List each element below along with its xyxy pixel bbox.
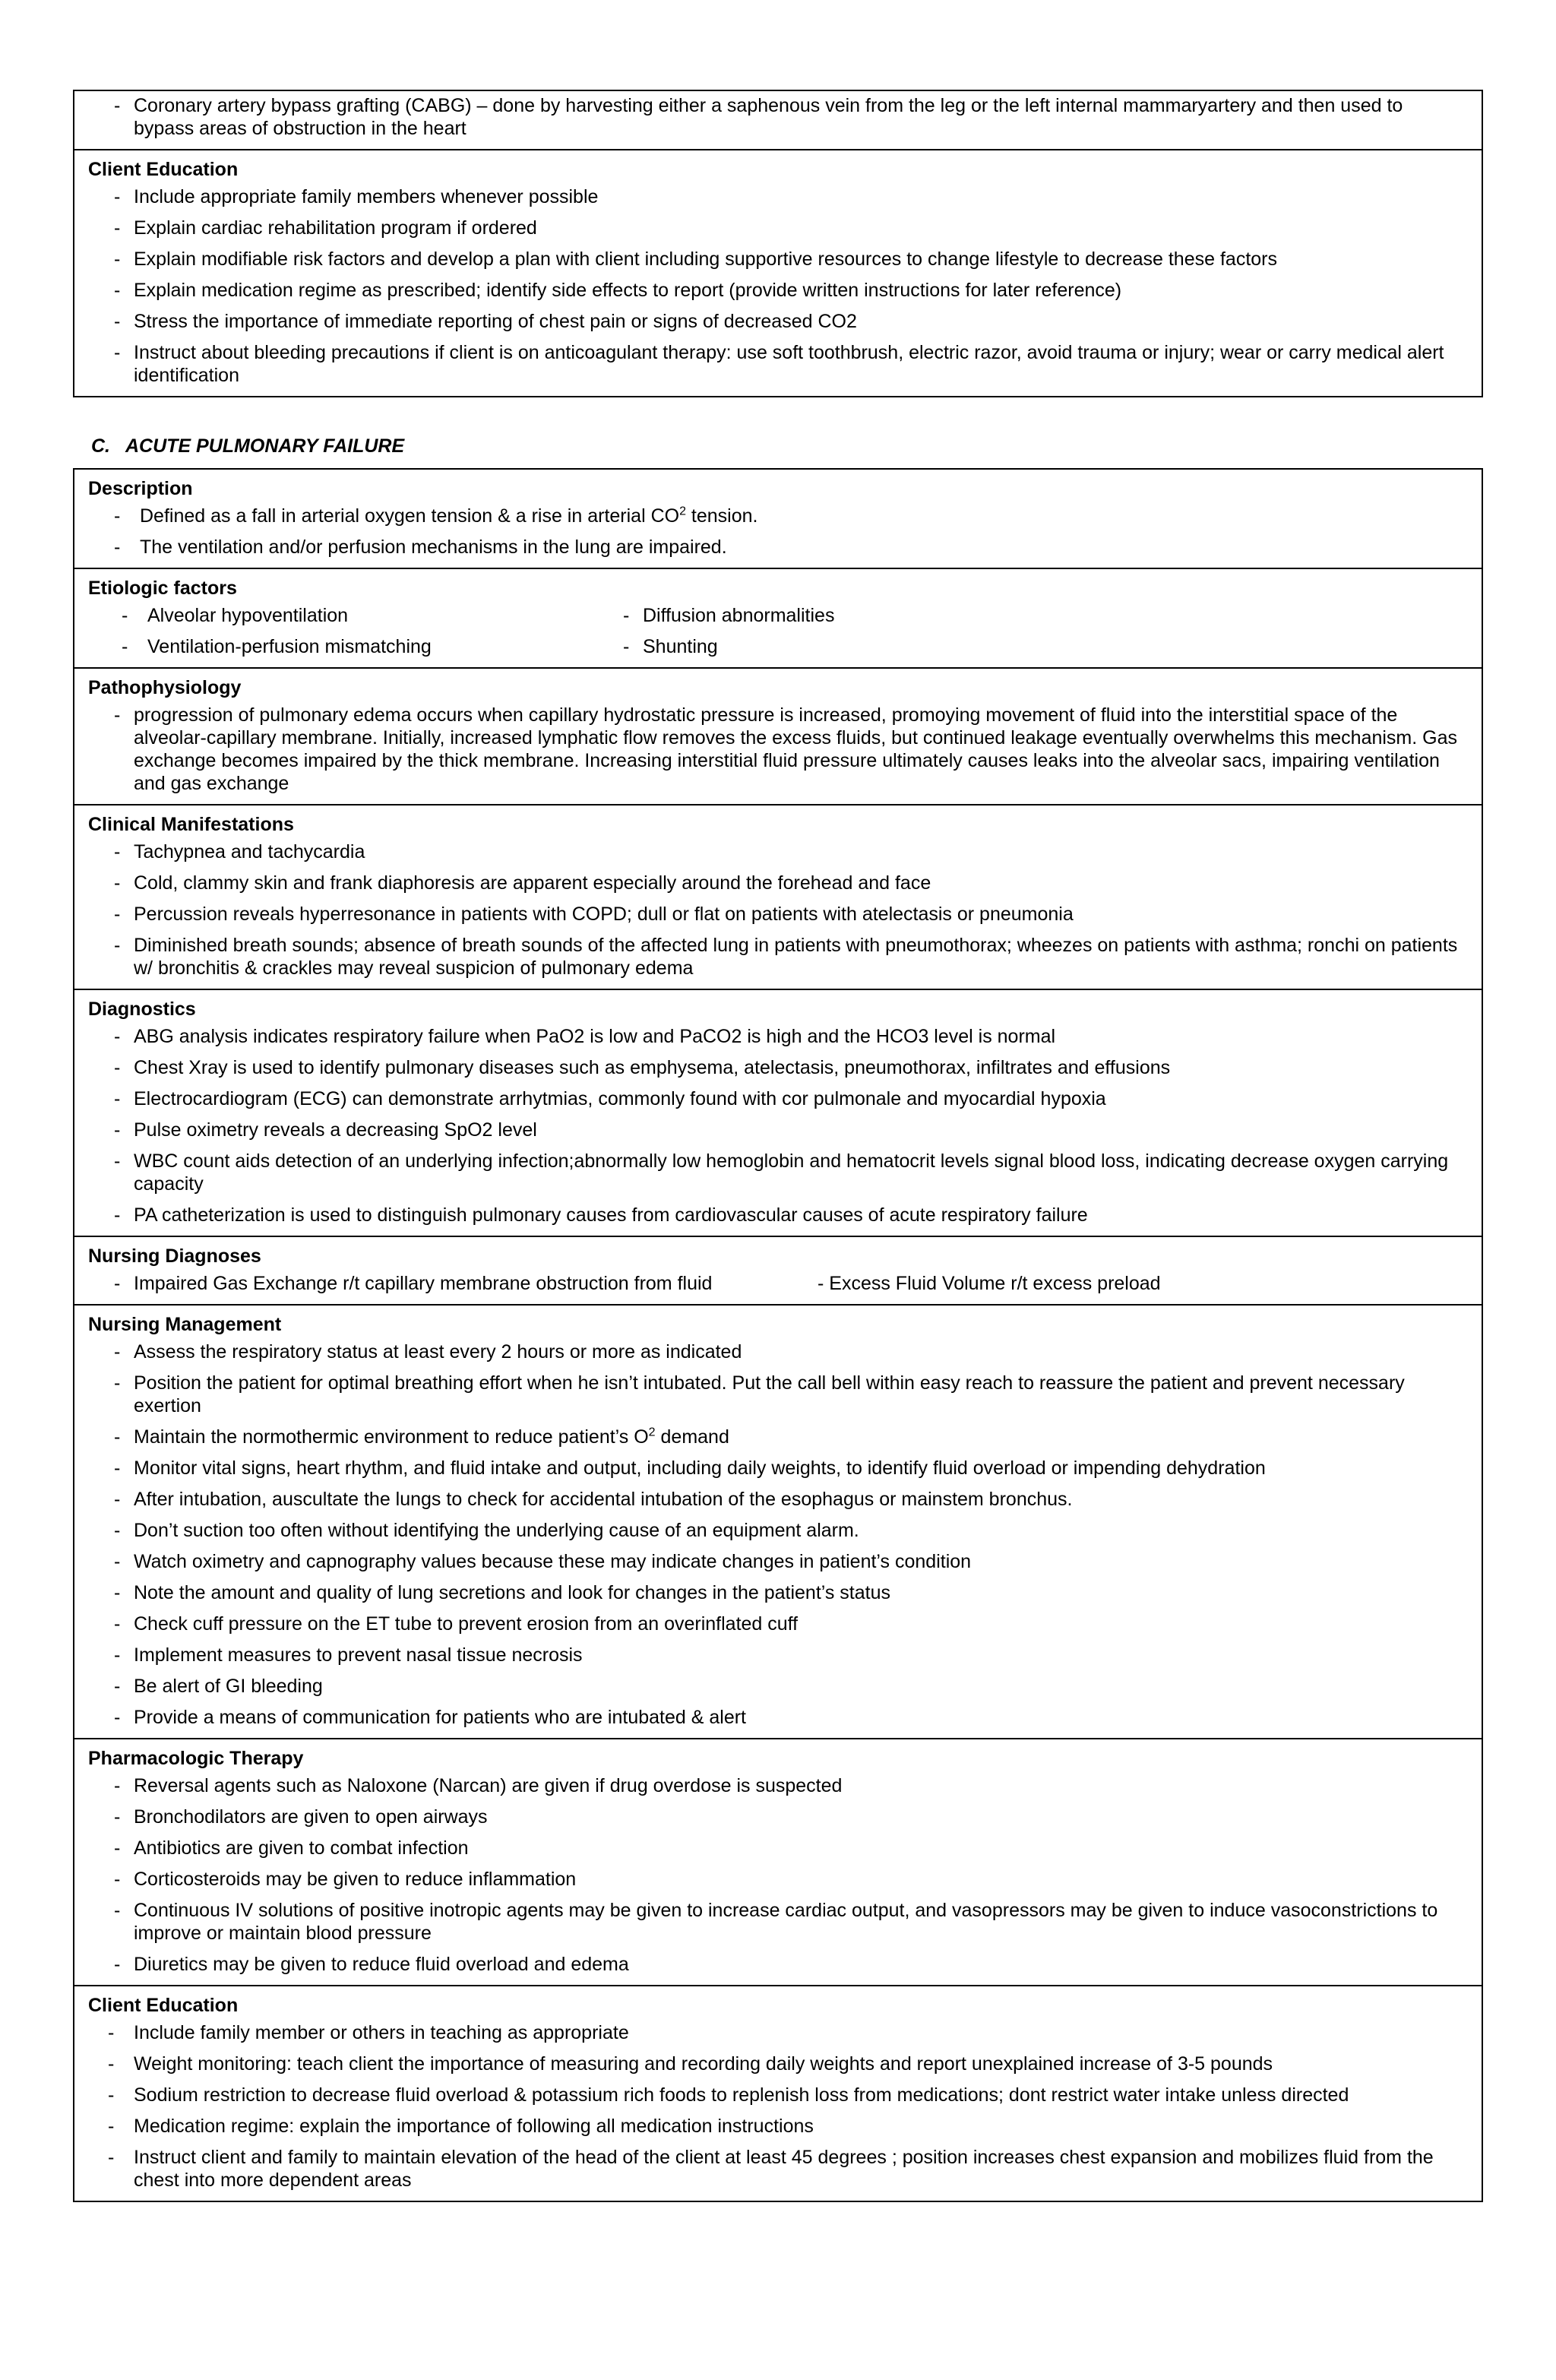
list-item: - Implement measures to prevent nasal tissue necrosis xyxy=(114,1644,1468,1666)
list-item: - ABG analysis indicates respiratory failure when PaO2 is low and PaCO2 is high and the HCO3 level is normal xyxy=(114,1025,1468,1048)
list-item: - Defined as a fall in arterial oxygen tension & a rise in arterial $CO^2$ tension. xyxy=(114,505,1468,527)
section-title: Etiologic factors xyxy=(88,578,237,599)
list-item: - Tachypnea and tachycardia xyxy=(114,840,1468,863)
cabg-item: - Coronary artery bypass grafting (CABG) – done by harvesting either a saphenous vein from the leg or the left internal mammaryartery and then used to bypass areas of obstruction in the heart xyxy=(114,94,1468,140)
list-item: - Diffusion abnormalities xyxy=(623,604,834,627)
list-item: - Electrocardiogram (ECG) can demonstrate arrhytmias, commonly found with cor pulmonale and myocardial hypoxia xyxy=(114,1087,1468,1110)
nursing-management-section xyxy=(74,1304,1482,1738)
list-item: - Include appropriate family members whenever possible xyxy=(114,185,1468,208)
list-item: - Cold, clammy skin and frank diaphoresis are apparent especially around the forehead and face xyxy=(114,872,1468,894)
list-item: - Corticosteroids may be given to reduce inflammation xyxy=(114,1868,1468,1891)
pharmacologic-therapy-section xyxy=(74,1738,1482,1985)
section-title: Pathophysiology xyxy=(88,677,242,698)
etiologic-column-1 xyxy=(88,604,623,661)
list-item: - Explain medication regime as prescribed; identify side effects to report (provide written instructions for later reference) xyxy=(114,279,1468,302)
list-item: - Diuretics may be given to reduce fluid overload and edema xyxy=(114,1953,1468,1976)
section-title: Nursing Management xyxy=(88,1314,282,1335)
section-number: C. xyxy=(91,435,110,457)
section-title: Clinical Manifestations xyxy=(88,814,294,835)
list-item: - Shunting xyxy=(623,635,834,658)
list-item: - Check cuff pressure on the ET tube to prevent erosion from an overinflated cuff xyxy=(114,1613,1468,1635)
list-item: - Stress the importance of immediate reporting of chest pain or signs of decreased CO2 xyxy=(114,310,1468,333)
list-item: - Explain cardiac rehabilitation program if ordered xyxy=(114,217,1468,239)
section-title: Description xyxy=(88,478,193,499)
list-item: - WBC count aids detection of an underlying infection;abnormally low hemoglobin and hematocrit levels signal blood loss, indicating decrease oxygen carrying capacity xyxy=(114,1150,1468,1195)
diagnostics-section xyxy=(74,989,1482,1236)
list-item: - Instruct client and family to maintain elevation of the head of the client at least 45 degrees ; position increases chest expansion and mobilizes fluid from the chest into more dependent areas xyxy=(108,2146,1468,2192)
cardiac-client-education-section xyxy=(74,149,1482,396)
cardiac-client-education-list xyxy=(88,185,1468,387)
description-section xyxy=(74,470,1482,568)
section-title: Nursing Diagnoses xyxy=(88,1245,261,1267)
nursing-diagnosis-left: Impaired Gas Exchange r/t capillary membrane obstruction from fluid xyxy=(134,1273,713,1294)
etiologic-factors-section xyxy=(74,568,1482,667)
section-title: Diagnostics xyxy=(88,999,196,1020)
list-item: - Don’t suction too often without identifying the underlying cause of an equipment alarm. xyxy=(114,1519,1468,1542)
section-heading xyxy=(91,435,404,457)
nursing-diagnoses-section: Nursing Diagnoses - Impaired Gas Exchange r/t capillary membrane obstruction from fluid - Excess Fluid Volume r/t excess preload xyxy=(74,1236,1482,1304)
list-item: - Continuous IV solutions of positive inotropic agents may be given to increase cardiac output, and vasopressors may be given to induce vasoconstrictions to improve or maintain blood pressure xyxy=(114,1899,1468,1945)
list-item: - Watch oximetry and capnography values because these may indicate changes in patient’s condition xyxy=(114,1550,1468,1573)
acute-pulmonary-failure-table xyxy=(73,468,1483,2202)
list-item: - Reversal agents such as Naloxone (Narcan) are given if drug overdose is suspected xyxy=(114,1774,1468,1797)
list-item: - Alveolar hypoventilation xyxy=(122,604,623,627)
list-item: - progression of pulmonary edema occurs when capillary hydrostatic pressure is increased, promoying movement of fluid into the interstitial space of the alveolar-capillary membrane. Initially, increased lymphatic flow removes the excess fluids, but continued leakage eventually overwhelms this mechanism. Gas exchange becomes impaired by the thick membrane. Increasing interstitial fluid pressure ultimately causes leaks into the alveolar sacs, impairing ventilation and gas exchange xyxy=(114,704,1468,795)
list-item: - Weight monitoring: teach client the importance of measuring and recording daily weights and report unexplained increase of 3-5 pounds xyxy=(108,2052,1468,2075)
list-item: - Monitor vital signs, heart rhythm, and fluid intake and output, including daily weights, to identify fluid overload or impending dehydration xyxy=(114,1457,1468,1480)
section-title: Client Education xyxy=(88,159,239,180)
list-item: - Antibiotics are given to combat infection xyxy=(114,1837,1468,1859)
list-item: - Ventilation-perfusion mismatching xyxy=(122,635,623,658)
list-item: - Include family member or others in teaching as appropriate xyxy=(108,2021,1468,2044)
list-item: - Position the patient for optimal breathing effort when he isn’t intubated. Put the call bell within easy reach to reassure the patient and prevent necessary exertion xyxy=(114,1372,1468,1417)
list-item: - Instruct about bleeding precautions if client is on anticoagulant therapy: use soft toothbrush, electric razor, avoid trauma or injury; wear or carry medical alert identification xyxy=(114,341,1468,387)
cardiac-care-table xyxy=(73,90,1483,397)
list-item: - Chest Xray is used to identify pulmonary diseases such as emphysema, atelectasis, pneumothorax, infiltrates and effusions xyxy=(114,1056,1468,1079)
list-item: - Diminished breath sounds; absence of breath sounds of the affected lung in patients with pneumothorax; wheezes on patients with asthma; ronchi on patients w/ bronchitis & crackles may reveal suspicion of pulmonary edema xyxy=(114,934,1468,980)
section-title: Pharmacologic Therapy xyxy=(88,1748,304,1769)
list-item: - After intubation, auscultate the lungs to check for accidental intubation of the esophagus or mainstem bronchus. xyxy=(114,1488,1468,1511)
clinical-manifestations-section xyxy=(74,804,1482,989)
list-item: - Sodium restriction to decrease fluid overload & potassium rich foods to replenish loss from medications; dont restrict water intake unless directed xyxy=(108,2084,1468,2106)
list-item: - Note the amount and quality of lung secretions and look for changes in the patient’s status xyxy=(114,1581,1468,1604)
list-item: - Pulse oximetry reveals a decreasing SpO2 level xyxy=(114,1119,1468,1141)
list-item: - Bronchodilators are given to open airways xyxy=(114,1806,1468,1828)
client-education-section xyxy=(74,1985,1482,2201)
list-item: - Medication regime: explain the importance of following all medication instructions xyxy=(108,2115,1468,2138)
list-item: - Provide a means of communication for patients who are intubated & alert xyxy=(114,1706,1468,1729)
list-item: - PA catheterization is used to distinguish pulmonary causes from cardiovascular causes of acute respiratory failure xyxy=(114,1204,1468,1226)
section-title: Client Education xyxy=(88,1995,239,2016)
list-item: - Explain modifiable risk factors and develop a plan with client including supportive resources to change lifestyle to decrease these factors xyxy=(114,248,1468,271)
list-item: - Be alert of GI bleeding xyxy=(114,1675,1468,1698)
etiologic-column-2 xyxy=(623,604,834,661)
treatment-continuation-section xyxy=(74,91,1482,149)
list-item: - Percussion reveals hyperresonance in patients with COPD; dull or flat on patients with atelectasis or pneumonia xyxy=(114,903,1468,926)
nursing-diagnosis-right: - Excess Fluid Volume r/t excess preload xyxy=(818,1273,1161,1294)
list-item: - The ventilation and/or perfusion mechanisms in the lung are impaired. xyxy=(114,536,1468,559)
list-item: - Assess the respiratory status at least every 2 hours or more as indicated xyxy=(114,1340,1468,1363)
section-heading-title: ACUTE PULMONARY FAILURE xyxy=(125,435,405,457)
list-item: - Maintain the normothermic environment to reduce patient’s $O^2$ demand xyxy=(114,1426,1468,1448)
pathophysiology-section xyxy=(74,667,1482,804)
